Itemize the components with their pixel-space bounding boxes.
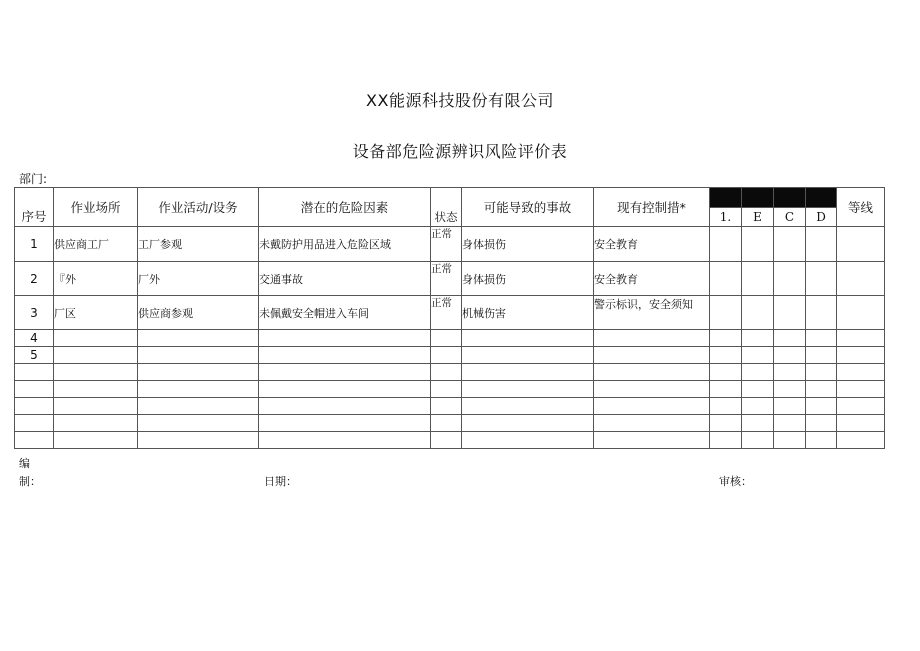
compiler-label: 制：: [19, 475, 41, 488]
row-grade: [837, 296, 885, 330]
department-label: 部门:: [19, 172, 48, 186]
row-l: [710, 432, 742, 449]
row-location: [54, 347, 138, 364]
row-activity: [138, 347, 259, 364]
row-control: 安全教育: [594, 262, 710, 296]
header-sub-c: C: [774, 208, 806, 227]
row-grade: [837, 381, 885, 398]
row-location: 『外: [54, 262, 138, 296]
header-black-band: [742, 188, 774, 208]
row-d: [806, 432, 837, 449]
row-hazard: [259, 415, 431, 432]
header-seq: 序号: [15, 188, 54, 227]
row-l: [710, 415, 742, 432]
row-state: [431, 398, 462, 415]
row-control: [594, 432, 710, 449]
header-black-band: [774, 188, 806, 208]
header-state: 状态: [431, 188, 462, 227]
row-hazard: [259, 381, 431, 398]
row-accident: [462, 381, 594, 398]
row-state: [431, 415, 462, 432]
header-hazard: 潜在的危险因素: [259, 188, 431, 227]
row-state: 正常: [431, 227, 462, 262]
row-seq: [15, 398, 54, 415]
row-seq: 5: [15, 347, 54, 364]
row-grade: [837, 330, 885, 347]
row-accident: 身体损伤: [462, 262, 594, 296]
row-d: [806, 381, 837, 398]
row-e: [742, 432, 774, 449]
row-control: [594, 381, 710, 398]
row-l: [710, 347, 742, 364]
row-d: [806, 364, 837, 381]
row-e: [742, 381, 774, 398]
row-grade: [837, 415, 885, 432]
row-location: [54, 432, 138, 449]
table-row: [15, 432, 885, 449]
row-c: [774, 347, 806, 364]
row-d: [806, 330, 837, 347]
compiler-label-line1: 编: [19, 457, 30, 470]
header-sub-d: D: [806, 208, 837, 227]
row-e: [742, 227, 774, 262]
row-d: [806, 227, 837, 262]
row-l: [710, 262, 742, 296]
row-control: [594, 415, 710, 432]
row-hazard: 未戴防护用品进入危险区域: [259, 227, 431, 262]
company-name: XX能源科技股份有限公司: [366, 91, 554, 110]
header-sub-l: 1.: [710, 208, 742, 227]
row-e: [742, 347, 774, 364]
row-d: [806, 347, 837, 364]
header-control: 现有控制措*: [594, 188, 710, 227]
risk-assessment-table: [14, 187, 885, 449]
row-d: [806, 262, 837, 296]
row-state: [431, 347, 462, 364]
row-hazard: [259, 330, 431, 347]
row-seq: [15, 432, 54, 449]
row-grade: [837, 364, 885, 381]
row-l: [710, 330, 742, 347]
table-row: [15, 347, 885, 364]
row-grade: [837, 347, 885, 364]
row-activity: [138, 398, 259, 415]
row-location: 厂区: [54, 296, 138, 330]
row-hazard: [259, 364, 431, 381]
row-activity: 工厂参观: [138, 227, 259, 262]
row-control: [594, 347, 710, 364]
row-hazard: 交通事故: [259, 262, 431, 296]
row-activity: [138, 381, 259, 398]
row-control: [594, 398, 710, 415]
table-row: [15, 381, 885, 398]
row-seq: [15, 381, 54, 398]
row-e: [742, 296, 774, 330]
header-grade: 等线: [837, 188, 885, 227]
row-control: [594, 330, 710, 347]
row-c: [774, 227, 806, 262]
row-e: [742, 398, 774, 415]
row-seq: [15, 415, 54, 432]
row-seq: 2: [15, 262, 54, 296]
row-control: 警示标识，安全须知: [594, 296, 710, 330]
row-seq: 1: [15, 227, 54, 262]
row-control: 安全教育: [594, 227, 710, 262]
date-label: 日期：: [264, 475, 297, 488]
row-grade: [837, 262, 885, 296]
row-l: [710, 381, 742, 398]
row-activity: 供应商参观: [138, 296, 259, 330]
table-row: [15, 296, 885, 330]
row-d: [806, 296, 837, 330]
row-location: [54, 330, 138, 347]
row-l: [710, 398, 742, 415]
row-state: [431, 432, 462, 449]
header-accident: 可能导致的事故: [462, 188, 594, 227]
row-d: [806, 398, 837, 415]
table-row: [15, 398, 885, 415]
row-activity: [138, 415, 259, 432]
header-sub-e: E: [742, 208, 774, 227]
row-d: [806, 415, 837, 432]
row-c: [774, 415, 806, 432]
document-title: 设备部危险源辨识风险评价表: [352, 142, 568, 161]
row-e: [742, 364, 774, 381]
row-accident: [462, 330, 594, 347]
row-c: [774, 364, 806, 381]
row-state: [431, 381, 462, 398]
row-accident: 身体损伤: [462, 227, 594, 262]
header-location: 作业场所: [54, 188, 138, 227]
row-activity: [138, 364, 259, 381]
row-c: [774, 296, 806, 330]
row-accident: 机械伤害: [462, 296, 594, 330]
row-e: [742, 330, 774, 347]
row-c: [774, 330, 806, 347]
row-l: [710, 364, 742, 381]
row-location: 供应商工厂: [54, 227, 138, 262]
row-accident: [462, 432, 594, 449]
row-location: [54, 364, 138, 381]
header-activity: 作业活动/设务: [138, 188, 259, 227]
row-state: [431, 330, 462, 347]
row-location: [54, 398, 138, 415]
row-hazard: 未佩戴安全帽进入车间: [259, 296, 431, 330]
row-seq: 4: [15, 330, 54, 347]
row-location: [54, 381, 138, 398]
row-seq: [15, 364, 54, 381]
row-l: [710, 296, 742, 330]
table-row: [15, 227, 885, 262]
row-l: [710, 227, 742, 262]
row-hazard: [259, 398, 431, 415]
header-black-band: [806, 188, 837, 208]
reviewer-label: 审核：: [719, 475, 752, 488]
row-grade: [837, 432, 885, 449]
row-activity: 厂外: [138, 262, 259, 296]
row-accident: [462, 415, 594, 432]
row-e: [742, 262, 774, 296]
row-state: [431, 364, 462, 381]
row-location: [54, 415, 138, 432]
table-row: [15, 364, 885, 381]
row-activity: [138, 330, 259, 347]
row-c: [774, 262, 806, 296]
row-state: 正常: [431, 296, 462, 330]
row-accident: [462, 398, 594, 415]
row-activity: [138, 432, 259, 449]
row-grade: [837, 227, 885, 262]
row-c: [774, 398, 806, 415]
row-hazard: [259, 347, 431, 364]
row-accident: [462, 347, 594, 364]
row-control: [594, 364, 710, 381]
row-e: [742, 415, 774, 432]
row-c: [774, 381, 806, 398]
row-grade: [837, 398, 885, 415]
row-hazard: [259, 432, 431, 449]
row-seq: 3: [15, 296, 54, 330]
row-c: [774, 432, 806, 449]
row-accident: [462, 364, 594, 381]
table-row: [15, 415, 885, 432]
header-black-band: [710, 188, 742, 208]
row-state: 正常: [431, 262, 462, 296]
table-row: [15, 330, 885, 347]
table-row: [15, 262, 885, 296]
